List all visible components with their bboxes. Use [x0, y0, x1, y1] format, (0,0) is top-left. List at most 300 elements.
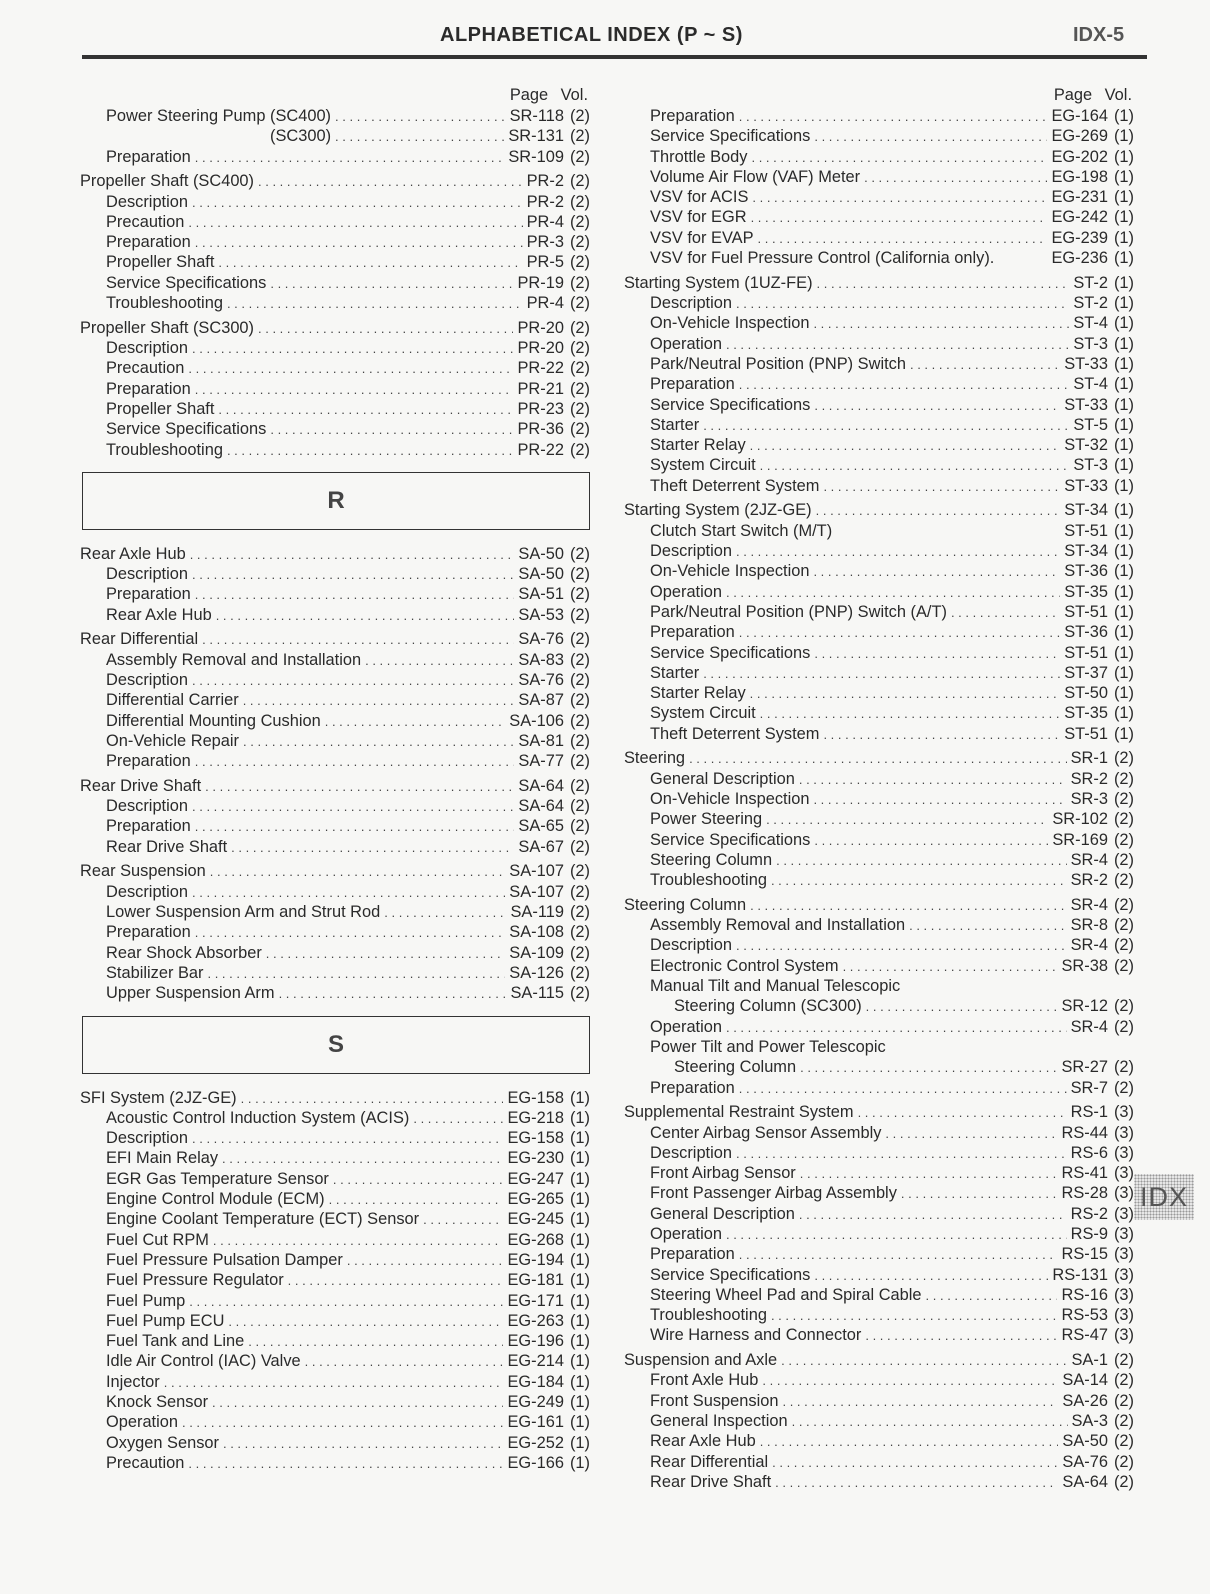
idx-thumb-tab[interactable]: IDX [1134, 1174, 1194, 1220]
index-entry-sub[interactable] [80, 1311, 590, 1331]
index-entry-main[interactable] [624, 273, 1134, 293]
entry-volume: (1) [1113, 663, 1134, 682]
dot-leader [188, 1454, 503, 1474]
index-entry-sub[interactable] [80, 584, 590, 604]
index-entry-sub[interactable] [624, 1265, 1134, 1285]
index-entry-sub[interactable] [80, 816, 590, 836]
index-entry-sub[interactable] [80, 837, 590, 857]
entry-page: EG-196 [507, 1332, 564, 1351]
entry-volume: (1) [1113, 375, 1134, 394]
index-entry-main[interactable] [624, 1102, 1134, 1122]
entry-page: RS-44 [1061, 1123, 1108, 1142]
index-entry-sub[interactable] [624, 1057, 1134, 1077]
dot-leader [164, 1373, 504, 1393]
index-entry-sub[interactable] [624, 830, 1134, 850]
entry-page: SA-53 [518, 605, 564, 624]
entry-page: PR-5 [526, 253, 564, 272]
entry-volume: (2) [1113, 997, 1134, 1016]
dot-leader [243, 732, 514, 752]
index-entry-sub[interactable] [80, 1433, 590, 1453]
entry-label: Operation [650, 582, 722, 601]
index-entry-sub[interactable] [624, 850, 1134, 870]
page-number: IDX-5 [1073, 24, 1125, 46]
entry-page: SA-76 [1062, 1452, 1108, 1471]
index-entry-sub[interactable] [80, 670, 590, 690]
index-entry-sub[interactable] [624, 1472, 1134, 1492]
index-entry-sub[interactable] [80, 1331, 590, 1351]
dot-leader [814, 396, 1060, 416]
index-entry-sub[interactable] [80, 293, 590, 313]
index-entry-sub[interactable] [624, 643, 1134, 663]
entry-page: EG-268 [507, 1230, 564, 1249]
index-entry-sub[interactable] [624, 334, 1134, 354]
entry-volume: (2) [569, 172, 590, 191]
entry-volume: (1) [569, 1108, 590, 1127]
entry-volume: (2) [1113, 769, 1134, 788]
page-column-label: Page [1053, 86, 1093, 104]
entry-page: PR-36 [517, 420, 564, 439]
index-entry-sub[interactable] [80, 796, 590, 816]
entry-label: Knock Sensor [106, 1392, 209, 1411]
dot-leader [218, 400, 513, 420]
dot-leader [799, 1205, 1067, 1225]
index-entry-sub[interactable] [80, 963, 590, 983]
index-entry-sub[interactable] [624, 809, 1134, 829]
entry-volume: (3) [1113, 1184, 1134, 1203]
index-entry-main[interactable] [624, 1350, 1134, 1370]
index-entry-main[interactable] [80, 171, 590, 191]
entry-page: EG-239 [1051, 228, 1108, 247]
dot-leader [333, 1170, 504, 1190]
index-entry-sub[interactable] [624, 1325, 1134, 1345]
dot-leader [792, 1412, 1068, 1432]
entry-page: EG-164 [1051, 107, 1108, 125]
dot-leader [739, 623, 1060, 643]
entry-label: Troubleshooting [650, 871, 767, 890]
dot-leader [231, 838, 514, 858]
index-entry-sub[interactable] [80, 922, 590, 942]
index-entry-sub[interactable] [624, 313, 1134, 333]
index-entry-sub[interactable] [80, 358, 590, 378]
index-entry-sub[interactable] [624, 870, 1134, 890]
entry-page: EG-214 [507, 1352, 564, 1371]
index-entry-sub[interactable] [624, 435, 1134, 455]
index-entry-sub[interactable] [624, 293, 1134, 313]
entry-page: SA-50 [518, 565, 564, 584]
index-entry-sub[interactable] [80, 1108, 590, 1128]
index-entry-sub[interactable] [80, 1189, 590, 1209]
index-entry-sub[interactable] [80, 731, 590, 751]
entry-label: Front Airbag Sensor [650, 1164, 796, 1183]
entry-page: SA-87 [518, 691, 564, 710]
entry-page: SA-65 [518, 817, 564, 836]
index-entry-sub[interactable] [80, 1270, 590, 1290]
entry-volume: (2) [1113, 830, 1134, 849]
index-entry-sub[interactable] [80, 252, 590, 272]
entry-volume: (2) [1113, 1452, 1134, 1471]
entry-volume: (2) [569, 943, 590, 962]
entry-label: Preparation [106, 752, 191, 771]
entry-page: ST-37 [1064, 663, 1108, 682]
column-header [80, 84, 590, 106]
entry-page: SA-64 [518, 797, 564, 816]
dot-leader [782, 1392, 1058, 1412]
index-entry-sub[interactable] [624, 1017, 1134, 1037]
entry-volume: (1) [1113, 623, 1134, 642]
dot-leader [227, 294, 523, 314]
dot-leader [739, 1079, 1067, 1099]
index-entry-sub[interactable] [624, 703, 1134, 723]
index-entry-sub[interactable] [80, 273, 590, 293]
dot-leader [800, 1164, 1058, 1184]
entry-volume: (2) [1113, 1412, 1134, 1431]
entry-volume: (1) [1113, 704, 1134, 723]
entry-label: Assembly Removal and Installation [650, 916, 906, 935]
index-entry-sub[interactable] [80, 1169, 590, 1189]
index-entry-sub[interactable] [624, 1370, 1134, 1390]
entry-label: General Inspection [650, 1412, 788, 1431]
entry-volume: (2) [569, 294, 590, 313]
index-entry-sub[interactable] [80, 399, 590, 419]
entry-page: SA-106 [509, 711, 564, 730]
entry-label: Injector [106, 1372, 160, 1391]
entry-page: RS-15 [1061, 1245, 1108, 1264]
entry-volume: (1) [569, 1230, 590, 1249]
entry-page: PR-20 [517, 339, 564, 358]
index-entry-sub[interactable] [624, 167, 1134, 187]
entry-page: EG-236 [1051, 249, 1108, 268]
index-entry-sub[interactable] [624, 415, 1134, 435]
entry-page: SA-76 [518, 671, 564, 689]
index-entry-sub[interactable] [624, 915, 1134, 935]
entry-page: SA-83 [518, 650, 564, 669]
index-entry-sub[interactable] [624, 1305, 1134, 1325]
index-entry-sub[interactable] [80, 212, 590, 232]
index-entry-sub[interactable] [80, 650, 590, 670]
index-entry-main[interactable] [80, 776, 590, 796]
dot-leader [210, 862, 506, 882]
index-entry-main[interactable] [80, 544, 590, 564]
index-entry-sub[interactable] [624, 1224, 1134, 1244]
index-entry-main[interactable] [624, 500, 1134, 520]
entry-page: ST-51 [1064, 602, 1108, 621]
entry-page: SA-3 [1071, 1412, 1108, 1431]
index-entry-sub[interactable] [80, 1230, 590, 1250]
index-entry-sub[interactable] [624, 1123, 1134, 1143]
entry-label: Park/Neutral Position (PNP) Switch (A/T) [650, 602, 947, 621]
entry-page: SR-4 [1070, 895, 1108, 914]
dot-leader [347, 1251, 504, 1271]
entry-label: Service Specifications [650, 1265, 811, 1284]
index-entry-sub[interactable] [624, 1452, 1134, 1472]
entry-label: Idle Air Control (IAC) Valve [106, 1352, 301, 1371]
index-entry-sub[interactable] [624, 455, 1134, 475]
entry-volume: (1) [569, 1352, 590, 1371]
dot-leader [823, 725, 1060, 745]
dot-leader [365, 651, 514, 671]
entry-volume: (2) [1113, 1371, 1134, 1390]
entry-label: Rear Axle Hub [106, 605, 212, 624]
index-entry-sub[interactable] [624, 207, 1134, 227]
entry-label: Preparation [650, 1078, 735, 1097]
entry-volume: (3) [1113, 1103, 1134, 1122]
header-rule [82, 55, 1147, 59]
entry-volume: (1) [1113, 521, 1134, 540]
entry-volume: (3) [1113, 1245, 1134, 1264]
index-entry-sub[interactable] [624, 789, 1134, 809]
entry-volume: (2) [569, 565, 590, 584]
index-entry-sub[interactable] [80, 1128, 590, 1148]
entry-label: Supplemental Restraint System [624, 1103, 854, 1122]
dot-leader [739, 1245, 1058, 1265]
entry-label: General Description [650, 1204, 795, 1223]
index-entry-sub[interactable] [624, 354, 1134, 374]
index-entry-sub[interactable] [624, 1037, 1134, 1057]
dot-leader [413, 1109, 503, 1129]
index-entry-sub[interactable] [624, 541, 1134, 561]
index-entry-sub[interactable] [624, 582, 1134, 602]
entry-volume: (1) [569, 1149, 590, 1168]
index-entry-sub[interactable] [624, 126, 1134, 146]
entry-volume: (1) [1113, 582, 1134, 601]
index-entry-main[interactable] [80, 629, 590, 649]
index-entry-sub[interactable] [624, 769, 1134, 789]
entry-page: ST-32 [1064, 436, 1108, 455]
index-entry-sub[interactable] [624, 187, 1134, 207]
index-entry-sub[interactable] [624, 248, 1134, 268]
entry-volume: (3) [1113, 1285, 1134, 1304]
dot-leader [213, 1231, 504, 1251]
dot-leader [188, 213, 522, 233]
entry-page: RS-28 [1061, 1184, 1108, 1203]
entry-volume: (3) [1113, 1123, 1134, 1142]
index-entry-sub[interactable] [624, 1078, 1134, 1098]
entry-volume: (1) [569, 1433, 590, 1452]
dot-leader [329, 1190, 504, 1210]
entry-volume: (2) [569, 440, 590, 459]
entry-page: EG-252 [507, 1433, 564, 1452]
entry-volume: (2) [569, 797, 590, 816]
index-entry-sub[interactable] [80, 147, 590, 167]
index-entry-sub[interactable] [80, 902, 590, 922]
entry-label: Throttle Body [650, 147, 748, 166]
dot-leader [910, 355, 1060, 375]
index-entry-sub[interactable] [80, 440, 590, 460]
dot-leader [384, 903, 506, 923]
index-entry-sub[interactable] [624, 663, 1134, 683]
index-entry-sub[interactable] [80, 1412, 590, 1432]
index-entry-sub[interactable] [624, 1391, 1134, 1411]
entry-volume: (2) [569, 837, 590, 856]
index-entry-sub[interactable] [624, 476, 1134, 496]
index-entry-sub[interactable] [80, 106, 590, 126]
dot-leader [212, 1393, 503, 1413]
entry-volume: (1) [569, 1250, 590, 1269]
index-entry-sub[interactable] [80, 1351, 590, 1371]
entry-page: SA-50 [518, 544, 564, 563]
index-entry-sub[interactable] [80, 192, 590, 212]
index-entry-sub[interactable] [80, 379, 590, 399]
entry-page: EG-231 [1051, 188, 1108, 207]
index-entry-sub[interactable] [80, 943, 590, 963]
entry-label: Description [650, 294, 732, 313]
index-entry-sub[interactable] [624, 1411, 1134, 1431]
entry-page: PR-22 [517, 359, 564, 378]
dot-leader [182, 1413, 503, 1433]
index-entry-main[interactable] [80, 861, 590, 881]
index-entry-sub[interactable] [80, 711, 590, 731]
dot-leader [216, 606, 515, 626]
index-entry-sub[interactable] [624, 147, 1134, 167]
entry-volume: (2) [569, 650, 590, 669]
right-column [624, 84, 1134, 1492]
index-entry-sub[interactable] [80, 1392, 590, 1412]
entry-page: ST-33 [1064, 395, 1108, 414]
index-entry-sub[interactable] [80, 338, 590, 358]
dot-leader [190, 545, 515, 565]
index-entry-sub[interactable] [624, 521, 1134, 541]
entry-volume: (2) [1113, 1078, 1134, 1097]
entry-page: SR-2 [1070, 871, 1108, 890]
index-entry-sub[interactable] [624, 106, 1134, 126]
dot-leader [814, 127, 1047, 147]
index-entry-sub[interactable] [624, 228, 1134, 248]
dot-leader [726, 335, 1069, 355]
entry-label: Manual Tilt and Manual Telescopic [650, 977, 901, 996]
entry-page: SR-7 [1070, 1078, 1108, 1097]
index-entry-sub[interactable] [624, 1285, 1134, 1305]
index-entry-main[interactable] [624, 895, 1134, 915]
index-entry-sub[interactable] [80, 564, 590, 584]
dot-leader [423, 1210, 503, 1230]
dot-leader [760, 456, 1070, 476]
entry-volume: (1) [569, 1372, 590, 1391]
index-entry-sub[interactable] [624, 1183, 1134, 1203]
entry-page: PR-22 [517, 440, 564, 459]
entry-label: Lower Suspension Arm and Strut Rod [106, 903, 381, 922]
dot-leader [189, 1292, 503, 1312]
index-entry-sub[interactable] [624, 1244, 1134, 1264]
index-entry-sub[interactable] [80, 1250, 590, 1270]
dot-leader [776, 851, 1067, 871]
index-entry-sub[interactable] [80, 751, 590, 771]
dot-leader [689, 749, 1067, 769]
index-entry-sub[interactable] [80, 605, 590, 625]
index-entry-sub[interactable] [624, 996, 1134, 1016]
entry-label: Preparation [650, 375, 735, 394]
index-entry-sub[interactable] [80, 983, 590, 1003]
entry-label: Operation [106, 1413, 178, 1432]
dot-leader [192, 193, 523, 213]
dot-leader [258, 172, 523, 192]
index-entry-sub[interactable] [80, 419, 590, 439]
entry-label: Troubleshooting [106, 440, 223, 459]
index-entry-main[interactable] [80, 1088, 590, 1108]
vol-column-label: Vol. [1104, 86, 1132, 104]
index-entry-sub[interactable] [80, 882, 590, 902]
index-entry-sub[interactable] [624, 1163, 1134, 1183]
entry-page: SR-4 [1070, 1017, 1108, 1036]
entry-volume: (3) [1113, 1306, 1134, 1325]
index-entry-sub[interactable] [80, 690, 590, 710]
entry-volume: (2) [569, 212, 590, 231]
index-entry-sub[interactable] [624, 1143, 1134, 1163]
dot-leader [726, 583, 1060, 603]
entry-page: SA-76 [518, 630, 564, 649]
dot-leader [736, 1144, 1067, 1164]
entry-page: SR-12 [1061, 997, 1108, 1016]
entry-volume: (2) [1113, 749, 1134, 768]
dot-leader [195, 817, 515, 837]
dot-leader [223, 1434, 503, 1454]
index-entry-sub[interactable] [624, 935, 1134, 955]
index-entry-sub[interactable] [624, 1204, 1134, 1224]
entry-volume: (2) [1113, 1432, 1134, 1451]
index-entry-sub[interactable] [80, 126, 590, 146]
entry-label: Rear Drive Shaft [650, 1472, 772, 1491]
index-entry-sub[interactable] [624, 622, 1134, 642]
entry-label: Fuel Tank and Line [106, 1332, 245, 1351]
entry-label: Starter Relay [650, 436, 746, 455]
index-entry-sub[interactable] [624, 602, 1134, 622]
index-entry-sub[interactable] [624, 374, 1134, 394]
index-entry-sub[interactable] [624, 976, 1134, 996]
left-column [80, 84, 590, 1473]
entry-volume: (2) [569, 630, 590, 649]
index-entry-sub[interactable] [80, 1148, 590, 1168]
index-entry-main[interactable] [80, 318, 590, 338]
index-entry-sub[interactable] [80, 1209, 590, 1229]
entry-label: Description [650, 1143, 732, 1162]
index-entry-sub[interactable] [624, 395, 1134, 415]
dot-leader [335, 127, 504, 147]
index-entry-sub[interactable] [80, 1453, 590, 1473]
index-entry-sub[interactable] [80, 1372, 590, 1392]
entry-page: PR-2 [526, 172, 564, 191]
index-entry-sub[interactable] [624, 724, 1134, 744]
index-entry-sub[interactable] [624, 683, 1134, 703]
entry-label: Steering Column [650, 850, 773, 869]
entry-label: Upper Suspension Arm [106, 984, 275, 1003]
entry-volume: (1) [1113, 334, 1134, 353]
entry-volume: (1) [1113, 147, 1134, 166]
index-entry-sub[interactable] [624, 1431, 1134, 1451]
entry-label: Preparation [106, 923, 191, 942]
entry-label: Precaution [106, 1453, 185, 1472]
entry-label: Fuel Pressure Pulsation Damper [106, 1250, 343, 1269]
entry-volume: (2) [569, 359, 590, 378]
entry-page: ST-36 [1064, 623, 1108, 642]
entry-label: VSV for Fuel Pressure Control (California only). [650, 249, 995, 268]
entry-label: System Circuit [650, 704, 756, 723]
dot-leader [192, 797, 514, 817]
dot-leader [736, 294, 1069, 314]
index-entry-sub[interactable] [624, 956, 1134, 976]
index-entry-main[interactable] [624, 748, 1134, 768]
dot-leader [814, 831, 1048, 851]
entry-label: Troubleshooting [650, 1306, 767, 1325]
index-entry-sub[interactable] [80, 232, 590, 252]
index-entry-sub[interactable] [624, 561, 1134, 581]
index-entry-sub[interactable] [80, 1291, 590, 1311]
entry-volume: (1) [1113, 188, 1134, 207]
entry-volume: (2) [569, 233, 590, 252]
dot-leader [195, 585, 515, 605]
entry-page: EG-158 [507, 1129, 564, 1148]
entry-label: Precaution [106, 359, 185, 378]
dot-leader [823, 477, 1060, 497]
entry-volume: (1) [1113, 127, 1134, 146]
